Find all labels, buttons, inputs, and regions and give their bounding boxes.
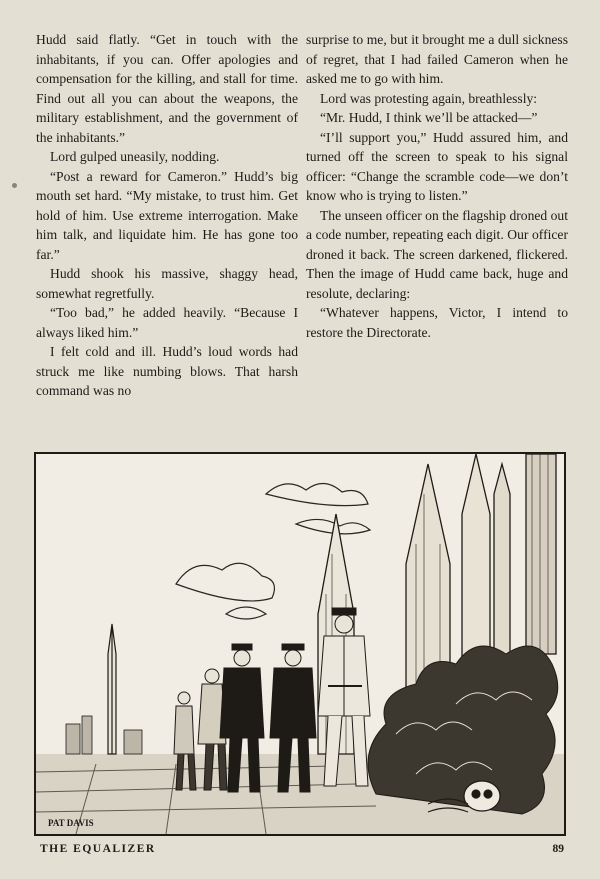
paragraph: Lord was protesting again, breathlessly: [320, 90, 538, 106]
foliage [368, 646, 558, 814]
print-speck [12, 183, 17, 188]
paragraph: Hudd shook his massive, shaggy head, somewhat regretfully. [36, 266, 298, 301]
paragraph: “Mr. Hudd, I think we’ll be attacked—” [320, 110, 538, 125]
city-skyline [66, 716, 142, 754]
paragraph: Lord gulped uneasily, nodding. [50, 149, 220, 164]
paragraph: The unseen officer on the flagship droned out a code number, repeating each digit. Our officer droned it back. The screen darkened, flickered. Then the image of Hudd came back, huge and resolute, declaring: [306, 207, 568, 301]
artist-signature: PAT DAVIS [48, 818, 94, 828]
paragraph: “Too bad,” he added heavily. “Because I always liked him.” [36, 305, 298, 340]
paragraph: I felt cold and ill. Hudd’s loud words had struck me like numbing blows. That harsh command was no [36, 344, 298, 398]
running-title: THE EQUALIZER [40, 843, 156, 855]
page-footer [40, 843, 564, 859]
left-text-column [36, 30, 298, 401]
right-text-column [306, 30, 568, 342]
distant-rocket [108, 624, 116, 754]
paragraph: surprise to me, but it brought me a dull sickness of regret, that I had failed Cameron when he asked me to go with him. [306, 32, 568, 86]
paragraph: Hudd said flatly. “Get in touch with the inhabitants, if you can. Offer apologies and compensation for the killing, and stall for time. Find out all you can about the weapons, the military establishment, and the government of the inhabitants.” [36, 32, 298, 145]
paragraph: “Whatever happens, Victor, I intend to restore the Directorate. [306, 305, 568, 340]
paragraph: “Post a reward for Cameron.” Hudd’s big mouth set hard. “My mistake, to trust him. Get hold of him. Use extreme interrogation. Make him talk, and liquidate him. He has gone too far.” [36, 168, 298, 262]
paragraph: “I’ll support you,” Hudd assured him, and turned off the screen to speak to his signal officer: “Change the scramble code—we don’t know who is trying to listen.” [306, 129, 568, 203]
story-illustration [34, 452, 566, 836]
page-number: 89 [552, 843, 564, 855]
